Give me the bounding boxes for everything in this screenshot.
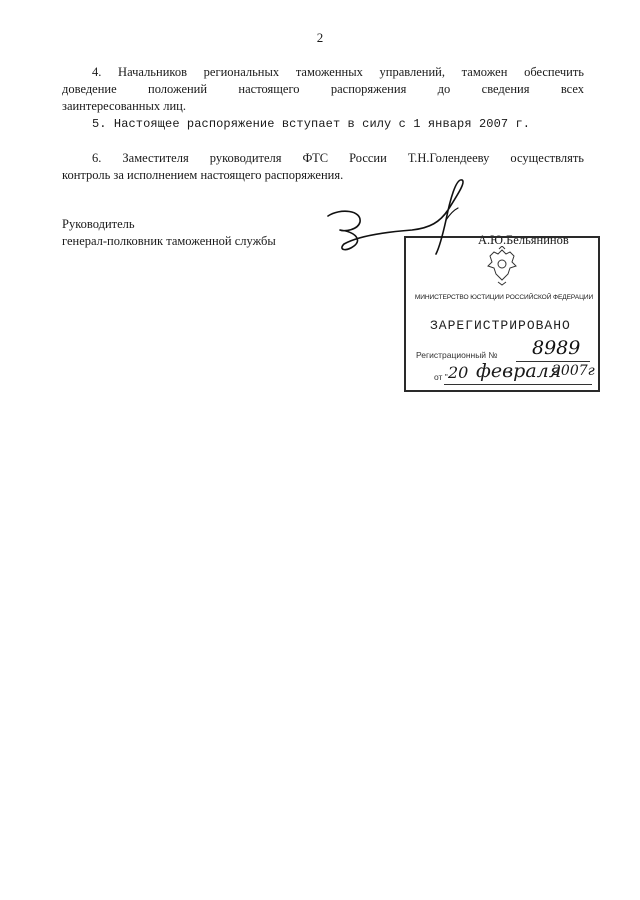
signer-position: Руководитель (62, 217, 135, 231)
stamp-date-label: от " (434, 372, 448, 382)
paragraph-4-line-3: заинтересованных лиц. (62, 99, 186, 113)
stamp-status: ЗАРЕГИСТРИРОВАНО (430, 318, 571, 333)
stamp-date-day: 20 (448, 363, 469, 382)
stamp-ministry-name: МИНИСТЕРСТВО ЮСТИЦИИ РОССИЙСКОЙ ФЕДЕРАЦИИ (414, 294, 594, 301)
paragraph-6-line-1: 6. Заместителя руководителя ФТС России Т.Н.Голендееву осуществлять (92, 151, 584, 165)
paragraph-6-line-2: контроль за исполнением настоящего распоряжения. (62, 168, 344, 182)
stamp-reg-number: 8989 (532, 337, 581, 359)
handwritten-signature (300, 170, 500, 280)
stamp-date-underline (444, 384, 592, 385)
signer-rank: генерал-полковник таможенной службы (62, 234, 276, 248)
paragraph-4-line-1: 4. Начальников региональных таможенных управлений, таможен обеспечить (92, 65, 584, 79)
stamp-date-month: февраля (476, 360, 562, 382)
stamp-date-year: 2007г (552, 363, 595, 379)
paragraph-5: 5. Настоящее распоряжение вступает в силу с 1 января 2007 г. (92, 117, 531, 131)
signer-title (62, 216, 276, 250)
signer-name: А.Ю.Бельянинов (478, 233, 569, 247)
paragraph-4-line-2: доведение положений настоящего распоряжения до сведения всех (62, 82, 584, 96)
page-number: 2 (316, 30, 324, 45)
paragraph-4 (62, 64, 584, 115)
stamp-reg-label: Регистрационный № (416, 350, 498, 360)
